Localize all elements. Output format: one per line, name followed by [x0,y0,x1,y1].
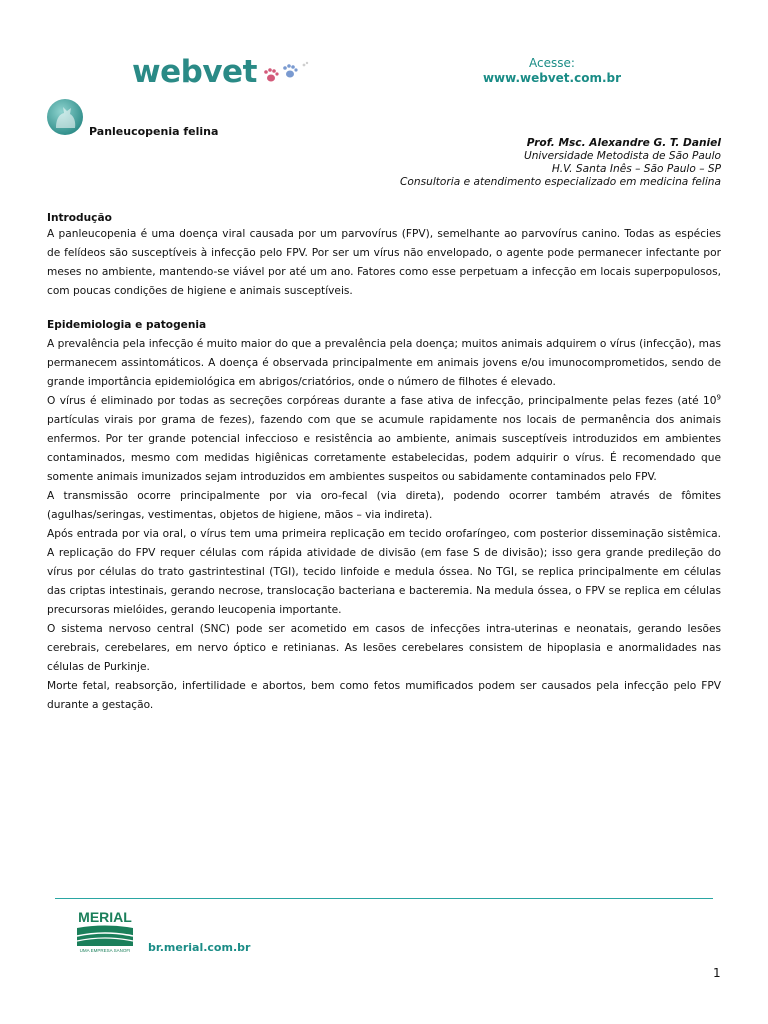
document-title: Panleucopenia felina [89,125,219,138]
epi-paragraph-2-end: partículas virais por grama de fezes), fazendo com que se acumule rapidamente nos locais de permanência dos animais enfermos. Por ter grande potencial infeccioso e resistência ao ambiente, animais susceptíveis introduzidos em ambientes contaminados, mesmo com medidas higiênicas corretamente estabelecidas, podem adquirir o vírus. É recomendado que somente animais imunizados sejam introduzidos em ambientes suspeitos ou sabidamente contaminados pelo FPV. [47,414,721,483]
epi-paragraph-3: A transmissão ocorre principalmente por via oro-fecal (via direta), podendo ocorrer também através de fômites (agulhas/seringas, vestimentas, objetos de higiene, mãos – via indireta). [47,490,721,521]
author-affiliation: Universidade Metodista de São Paulo [523,150,721,162]
cat-icon [46,98,86,136]
section-heading-intro: Introdução [47,212,112,224]
epi-paragraph-5: O sistema nervoso central (SNC) pode ser acometido em casos de infecções intra-uterinas e neonatais, gerando lesões cerebrais, cerebelares, em nervo óptico e retinianas. As lesões cerebelares consistem de hipoplasia e anormalidades nas células de Purkinje. [47,623,721,673]
access-label: Acesse: [529,56,575,70]
epi-paragraph-2-start: O vírus é eliminado por todas as secreções corpóreas durante a fase ativa de infecção, principalmente pelas fezes (até 10 [47,395,717,407]
access-url-link[interactable]: www.webvet.com.br [482,71,622,85]
intro-paragraph: A panleucopenia é uma doença viral causada por um parvovírus (FPV), semelhante ao parvovírus canino. Todas as espécies de felídeos são susceptíveis à infecção pelo FPV. Por ser um vírus não envelopado, o agente pode permanecer infectante por meses no ambiente, mantendo-se viável por até um ano. Fatores como esse perpetuam a infecção em locais superpopulosos, com poucas condições de higiene e animais susceptíveis. [47,228,721,297]
section-heading-epidemiology: Epidemiologia e patogenia [47,319,207,331]
exponent: 9 [716,393,721,402]
footer-divider [55,898,713,899]
article-body [47,212,721,715]
epi-paragraph-1: A prevalência pela infecção é muito maior do que a prevalência pela doença; muitos animais adquirem o vírus (infecção), mas permanecem assintomáticos. A doença é observada principalmente em animais jovens e/ou imunocomprometidos, sendo de grande importância epidemiológica em abrigos/criatórios, onde o número de filhotes é elevado. [47,338,721,388]
author-location: H.V. Santa Inês – São Paulo – SP [551,163,721,175]
merial-logo-text: MERIAL [78,909,132,925]
epi-paragraph-2 [47,392,721,487]
webvet-logo[interactable] [132,54,312,94]
page-number: 1 [713,966,721,980]
merial-logo-sub: UMA EMPRESA SANOFI [79,948,131,953]
paw-prints-icon [262,60,312,88]
author-name: Prof. Msc. Alexandre G. T. Daniel [526,137,721,149]
webvet-logo-text: webvet [132,54,257,90]
author-block [400,137,721,189]
epi-paragraph-4: Após entrada por via oral, o vírus tem uma primeira replicação em tecido orofaríngeo, com posterior disseminação sistêmica. A replicação do FPV requer células com rápida atividade de divisão (em fase S de divisão); isso gera grande predileção do vírus por células do trato gastrintestinal (TGI), tecido linfoide e medula óssea. No TGI, se replica principalmente em células das criptas intestinais, gerando necrose, translocação bacteriana e bacteremia. Na medula óssea, o FPV se replica em células precursoras mielóides, gerando leucopenia importante. [47,528,721,616]
merial-url-link[interactable]: br.merial.com.br [148,941,251,954]
epi-paragraph-6: Morte fetal, reabsorção, infertilidade e abortos, bem como fetos mumificados podem ser causados pela infecção pelo FPV durante a gestação. [47,680,721,711]
merial-logo[interactable] [75,906,135,954]
author-specialty: Consultoria e atendimento especializado em medicina felina [400,176,721,188]
access-block [472,56,632,85]
